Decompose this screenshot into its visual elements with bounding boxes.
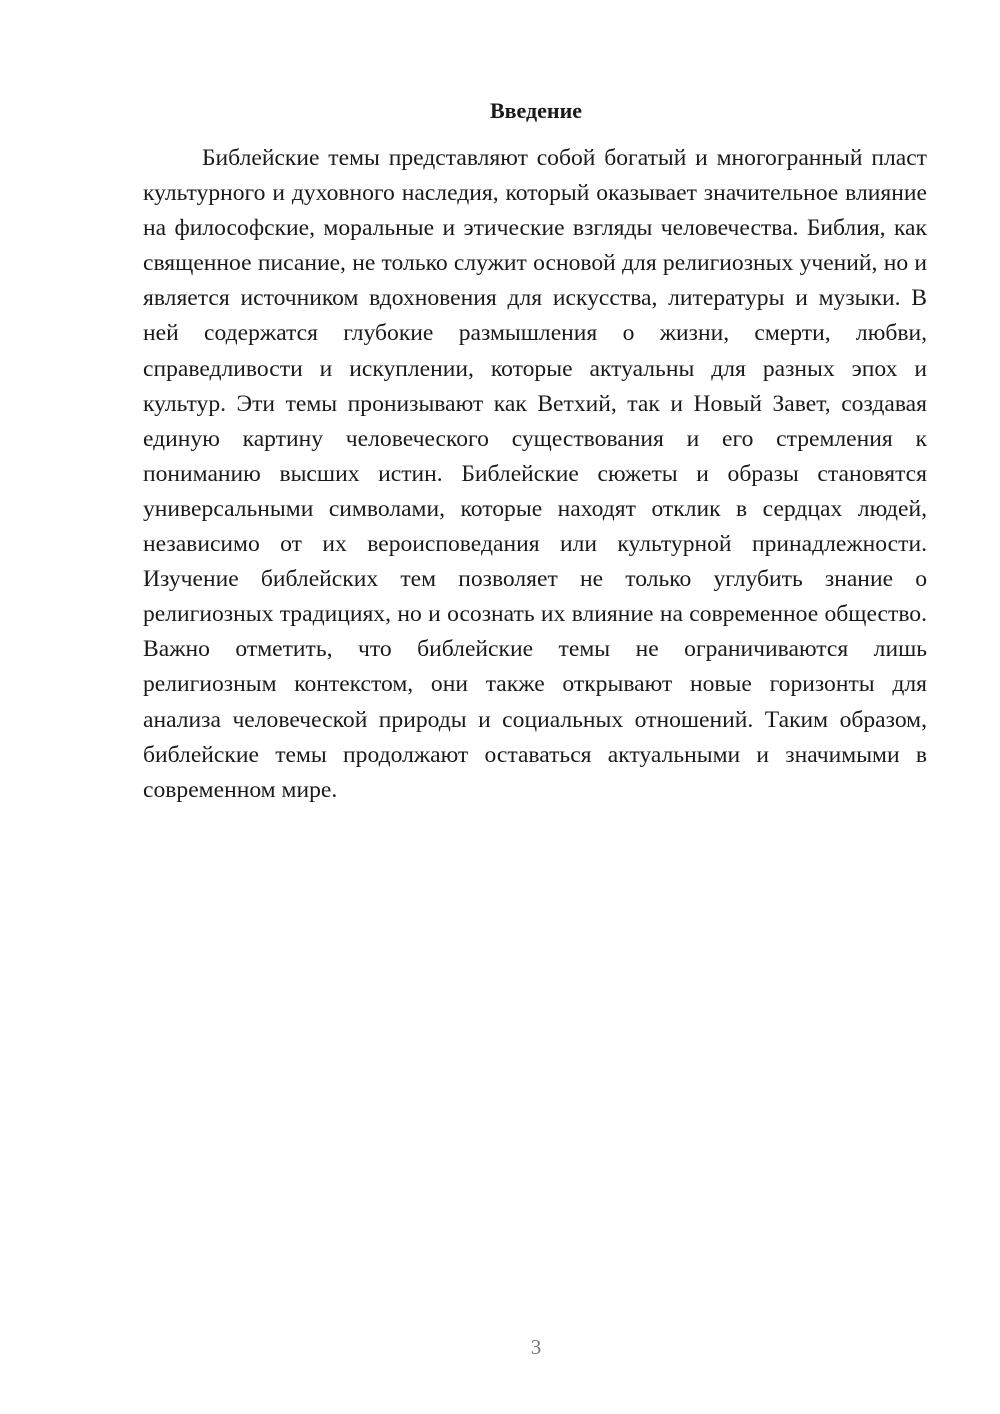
page-number: 3 xyxy=(530,1335,542,1359)
body-paragraph: Библейские темы представляют собой богатый и многогранный пласт культурного и духовного наследия, который оказывает значительное влияние на философские, моральные и этические взгляды человечества. Библия, как священное писание, не только служит основой для религиозных учений, но и является источником вдохновения для искусства, литературы и музыки. В ней содержатся глубокие размышления о жизни, смерти, любви, справедливости и искуплении, которые актуальны для разных эпох и культур. Эти темы пронизывают как Ветхий, так и Новый Завет, создавая единую картину человеческого существования и его стремления к пониманию высших истин. Библейские сюжеты и образы становятся универсальными символами, которые находят отклик в сердцах людей, независимо от их вероисповедания или культурной принадлежности. Изучение библейских тем позволяет не только углубить знание о религиозных традициях, но и осознать их влияние на современное общество. Важно отметить, что библейские темы не ограничиваются лишь религиозным контекстом, они также открывают новые горизонты для анализа человеческой природы и социальных отношений. Таким образом, библейские темы продолжают оставаться актуальными и значимыми в современном мире. xyxy=(143,145,927,803)
section-heading: Введение xyxy=(489,98,583,123)
